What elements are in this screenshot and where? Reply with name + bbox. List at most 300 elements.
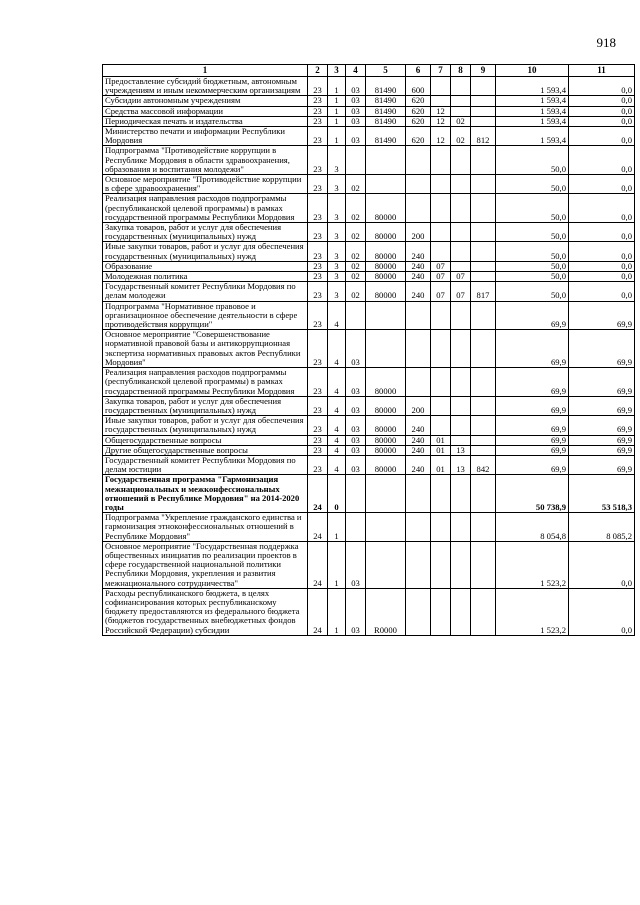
amount-cell-col10: 1 523,2 [496, 541, 569, 588]
row-name-cell: Основное мероприятие "Государственная поддержка общественных инициатив по реализации проектов в сфере государственной национальной политики Республики Мордовия, укрепления и развития межнационального сотрудничества" [103, 541, 308, 588]
code-cell-col7: 01 [431, 455, 451, 474]
amount-cell-col10: 50,0 [496, 146, 569, 175]
table-row [103, 77, 635, 96]
code-cell-col4: 03 [346, 396, 366, 415]
code-cell-col8 [451, 146, 471, 175]
amount-cell-col10: 50,0 [496, 175, 569, 194]
amount-cell-col11: 69,9 [569, 455, 635, 474]
row-name-cell: Другие общегосударственные вопросы [103, 445, 308, 455]
budget-table [102, 64, 635, 636]
code-cell-col5: 80000 [366, 435, 406, 445]
amount-cell-col11: 0,0 [569, 116, 635, 126]
code-cell-col2: 24 [308, 475, 328, 513]
amount-cell-col11: 69,9 [569, 368, 635, 397]
code-cell-col3: 1 [328, 77, 346, 96]
row-name-cell: Закупка товаров, работ и услуг для обеспечения государственных (муниципальных) нужд [103, 223, 308, 242]
code-cell-col7 [431, 588, 451, 635]
code-cell-col7: 07 [431, 282, 451, 301]
amount-cell-col10: 1 593,4 [496, 127, 569, 146]
amount-cell-col11: 0,0 [569, 194, 635, 223]
code-cell-col5 [366, 330, 406, 368]
row-name-cell: Государственный комитет Республики Мордовия по делам молодежи [103, 282, 308, 301]
code-cell-col7: 01 [431, 435, 451, 445]
code-cell-col7 [431, 146, 451, 175]
amount-cell-col10: 50,0 [496, 242, 569, 261]
code-cell-col5: 80000 [366, 455, 406, 474]
code-cell-col4 [346, 475, 366, 513]
page-number: 918 [596, 35, 616, 50]
amount-cell-col11: 0,0 [569, 77, 635, 96]
column-header-3: 3 [328, 65, 346, 77]
code-cell-col6: 240 [406, 455, 431, 474]
code-cell-col8 [451, 435, 471, 445]
amount-cell-col10: 8 054,8 [496, 513, 569, 542]
row-name-cell: Подпрограмма "Противодействие коррупции в Республике Мордовия в области здравоохранения, образования и воспитания молодежи" [103, 146, 308, 175]
code-cell-col3: 4 [328, 455, 346, 474]
code-cell-col5 [366, 513, 406, 542]
amount-cell-col11: 69,9 [569, 416, 635, 435]
column-header-5: 5 [366, 65, 406, 77]
row-name-cell: Иные закупки товаров, работ и услуг для обеспечения государственных (муниципальных) нужд [103, 416, 308, 435]
amount-cell-col10: 50,0 [496, 223, 569, 242]
table-body [103, 77, 635, 636]
code-cell-col8 [451, 223, 471, 242]
code-cell-col7 [431, 396, 451, 415]
code-cell-col8: 02 [451, 116, 471, 126]
table-row [103, 475, 635, 513]
code-cell-col8 [451, 106, 471, 116]
code-cell-col2: 23 [308, 455, 328, 474]
code-cell-col2: 24 [308, 513, 328, 542]
code-cell-col6: 200 [406, 223, 431, 242]
table-row [103, 301, 635, 330]
code-cell-col4: 02 [346, 272, 366, 282]
code-cell-col3: 3 [328, 175, 346, 194]
code-cell-col2: 23 [308, 96, 328, 106]
code-cell-col9 [471, 96, 496, 106]
table-row [103, 455, 635, 474]
column-header-8: 8 [451, 65, 471, 77]
amount-cell-col11: 69,9 [569, 435, 635, 445]
amount-cell-col11: 69,9 [569, 445, 635, 455]
amount-cell-col10: 50,0 [496, 194, 569, 223]
amount-cell-col10: 50 738,9 [496, 475, 569, 513]
code-cell-col4: 03 [346, 330, 366, 368]
code-cell-col5: 80000 [366, 242, 406, 261]
amount-cell-col10: 1 593,4 [496, 106, 569, 116]
code-cell-col2: 23 [308, 116, 328, 126]
code-cell-col3: 0 [328, 475, 346, 513]
code-cell-col4: 03 [346, 435, 366, 445]
table-row [103, 588, 635, 635]
code-cell-col2: 23 [308, 282, 328, 301]
code-cell-col3: 3 [328, 194, 346, 223]
code-cell-col6 [406, 588, 431, 635]
amount-cell-col10: 50,0 [496, 282, 569, 301]
amount-cell-col11: 0,0 [569, 541, 635, 588]
code-cell-col3: 1 [328, 106, 346, 116]
code-cell-col4: 03 [346, 588, 366, 635]
code-cell-col9 [471, 301, 496, 330]
amount-cell-col11: 0,0 [569, 223, 635, 242]
code-cell-col8 [451, 301, 471, 330]
code-cell-col3: 3 [328, 242, 346, 261]
code-cell-col4: 03 [346, 127, 366, 146]
amount-cell-col11: 8 085,2 [569, 513, 635, 542]
code-cell-col7: 01 [431, 445, 451, 455]
row-name-cell: Реализация направления расходов подпрограммы (республиканской целевой программы) в рамках государственной программы Республики Мордовия [103, 368, 308, 397]
code-cell-col3: 4 [328, 416, 346, 435]
code-cell-col4: 03 [346, 445, 366, 455]
row-name-cell: Подпрограмма "Нормативное правовое и организационное обеспечение деятельности в сфере противодействия коррупции" [103, 301, 308, 330]
code-cell-col7 [431, 194, 451, 223]
code-cell-col2: 23 [308, 175, 328, 194]
code-cell-col9 [471, 330, 496, 368]
code-cell-col8: 13 [451, 455, 471, 474]
code-cell-col7 [431, 96, 451, 106]
row-name-cell: Предоставление субсидий бюджетным, автономным учреждениям и иным некоммерческим организациям [103, 77, 308, 96]
code-cell-col7 [431, 242, 451, 261]
code-cell-col3: 4 [328, 445, 346, 455]
amount-cell-col11: 0,0 [569, 272, 635, 282]
code-cell-col4: 03 [346, 106, 366, 116]
code-cell-col2: 23 [308, 77, 328, 96]
code-cell-col2: 23 [308, 223, 328, 242]
code-cell-col6 [406, 513, 431, 542]
row-name-cell: Министерство печати и информации Республики Мордовия [103, 127, 308, 146]
code-cell-col5 [366, 175, 406, 194]
amount-cell-col11: 0,0 [569, 127, 635, 146]
table-row [103, 116, 635, 126]
code-cell-col8 [451, 242, 471, 261]
code-cell-col7: 07 [431, 261, 451, 271]
code-cell-col5 [366, 146, 406, 175]
code-cell-col5: 81490 [366, 127, 406, 146]
amount-cell-col10: 69,9 [496, 445, 569, 455]
code-cell-col4: 03 [346, 416, 366, 435]
code-cell-col9: 812 [471, 127, 496, 146]
code-cell-col6 [406, 194, 431, 223]
code-cell-col4: 02 [346, 282, 366, 301]
code-cell-col9 [471, 368, 496, 397]
code-cell-col6: 240 [406, 416, 431, 435]
table-row [103, 513, 635, 542]
code-cell-col6: 620 [406, 96, 431, 106]
code-cell-col3: 3 [328, 261, 346, 271]
amount-cell-col11: 0,0 [569, 146, 635, 175]
code-cell-col9 [471, 396, 496, 415]
code-cell-col9 [471, 475, 496, 513]
code-cell-col2: 23 [308, 368, 328, 397]
table-row [103, 541, 635, 588]
code-cell-col3: 3 [328, 272, 346, 282]
code-cell-col5 [366, 541, 406, 588]
row-name-cell: Государственный комитет Республики Мордовия по делам юстиции [103, 455, 308, 474]
code-cell-col4: 03 [346, 77, 366, 96]
code-cell-col4: 03 [346, 541, 366, 588]
amount-cell-col10: 69,9 [496, 396, 569, 415]
code-cell-col5: 80000 [366, 282, 406, 301]
code-cell-col7 [431, 475, 451, 513]
code-cell-col9 [471, 223, 496, 242]
code-cell-col6 [406, 301, 431, 330]
code-cell-col2: 23 [308, 106, 328, 116]
table-row [103, 445, 635, 455]
amount-cell-col10: 1 593,4 [496, 96, 569, 106]
code-cell-col5: 81490 [366, 116, 406, 126]
code-cell-col3: 1 [328, 96, 346, 106]
code-cell-col3: 4 [328, 396, 346, 415]
amount-cell-col10: 1 593,4 [496, 77, 569, 96]
amount-cell-col11: 0,0 [569, 261, 635, 271]
amount-cell-col10: 69,9 [496, 330, 569, 368]
code-cell-col4: 02 [346, 175, 366, 194]
code-cell-col9 [471, 541, 496, 588]
code-cell-col7 [431, 416, 451, 435]
code-cell-col2: 23 [308, 396, 328, 415]
amount-cell-col10: 1 593,4 [496, 116, 569, 126]
header-row [103, 65, 635, 77]
code-cell-col3: 1 [328, 513, 346, 542]
code-cell-col7 [431, 223, 451, 242]
code-cell-col7 [431, 301, 451, 330]
row-name-cell: Реализация направления расходов подпрограммы (республиканской целевой программы) в рамках государственной программы Республики Мордовия [103, 194, 308, 223]
code-cell-col5: 80000 [366, 396, 406, 415]
code-cell-col9 [471, 513, 496, 542]
code-cell-col6 [406, 368, 431, 397]
amount-cell-col10: 69,9 [496, 416, 569, 435]
code-cell-col6 [406, 475, 431, 513]
amount-cell-col11: 0,0 [569, 282, 635, 301]
code-cell-col3: 1 [328, 127, 346, 146]
code-cell-col5: 80000 [366, 416, 406, 435]
code-cell-col9 [471, 175, 496, 194]
amount-cell-col11: 53 518,3 [569, 475, 635, 513]
code-cell-col5: 80000 [366, 368, 406, 397]
code-cell-col6: 240 [406, 282, 431, 301]
amount-cell-col10: 69,9 [496, 435, 569, 445]
code-cell-col5: 80000 [366, 223, 406, 242]
code-cell-col4: 03 [346, 455, 366, 474]
code-cell-col4 [346, 513, 366, 542]
table-row [103, 396, 635, 415]
code-cell-col9 [471, 106, 496, 116]
code-cell-col6: 600 [406, 77, 431, 96]
amount-cell-col10: 69,9 [496, 455, 569, 474]
row-name-cell: Средства массовой информации [103, 106, 308, 116]
code-cell-col6: 240 [406, 272, 431, 282]
table-row [103, 416, 635, 435]
row-name-cell: Государственная программа "Гармонизация межнациональных и межконфессиональных отношений в Республике Мордовия" на 2014-2020 годы [103, 475, 308, 513]
code-cell-col8: 02 [451, 127, 471, 146]
row-name-cell: Молодежная политика [103, 272, 308, 282]
table-row [103, 242, 635, 261]
code-cell-col5: 80000 [366, 261, 406, 271]
column-header-7: 7 [431, 65, 451, 77]
code-cell-col4: 02 [346, 242, 366, 261]
column-header-9: 9 [471, 65, 496, 77]
code-cell-col7 [431, 368, 451, 397]
table-row [103, 106, 635, 116]
row-name-cell: Закупка товаров, работ и услуг для обеспечения государственных (муниципальных) нужд [103, 396, 308, 415]
code-cell-col2: 23 [308, 301, 328, 330]
row-name-cell: Периодическая печать и издательства [103, 116, 308, 126]
code-cell-col7: 07 [431, 272, 451, 282]
code-cell-col2: 23 [308, 242, 328, 261]
column-header-6: 6 [406, 65, 431, 77]
code-cell-col9 [471, 435, 496, 445]
code-cell-col9 [471, 272, 496, 282]
code-cell-col5 [366, 475, 406, 513]
code-cell-col7 [431, 541, 451, 588]
row-name-cell: Общегосударственные вопросы [103, 435, 308, 445]
table-row [103, 368, 635, 397]
code-cell-col2: 23 [308, 261, 328, 271]
code-cell-col2: 23 [308, 435, 328, 445]
code-cell-col4: 03 [346, 368, 366, 397]
code-cell-col8: 07 [451, 272, 471, 282]
code-cell-col9 [471, 77, 496, 96]
code-cell-col2: 23 [308, 416, 328, 435]
code-cell-col4: 02 [346, 223, 366, 242]
column-header-10: 10 [496, 65, 569, 77]
code-cell-col7: 12 [431, 116, 451, 126]
code-cell-col5: R0000 [366, 588, 406, 635]
amount-cell-col10: 69,9 [496, 368, 569, 397]
code-cell-col2: 24 [308, 588, 328, 635]
code-cell-col6 [406, 541, 431, 588]
row-name-cell: Подпрограмма "Укрепление гражданского единства и гармонизация этноконфессиональных отношений в Республике Мордовия" [103, 513, 308, 542]
code-cell-col3: 3 [328, 223, 346, 242]
row-name-cell: Иные закупки товаров, работ и услуг для обеспечения государственных (муниципальных) нужд [103, 242, 308, 261]
row-name-cell: Основное мероприятие "Противодействие коррупции в сфере здравоохранения" [103, 175, 308, 194]
code-cell-col4: 02 [346, 261, 366, 271]
code-cell-col8 [451, 541, 471, 588]
code-cell-col7 [431, 513, 451, 542]
code-cell-col6 [406, 146, 431, 175]
table-row [103, 272, 635, 282]
code-cell-col3: 1 [328, 116, 346, 126]
code-cell-col3: 4 [328, 330, 346, 368]
code-cell-col6: 240 [406, 445, 431, 455]
amount-cell-col11: 69,9 [569, 396, 635, 415]
code-cell-col7: 12 [431, 127, 451, 146]
table-row [103, 146, 635, 175]
column-header-2: 2 [308, 65, 328, 77]
code-cell-col9 [471, 146, 496, 175]
code-cell-col2: 23 [308, 146, 328, 175]
table-row [103, 96, 635, 106]
code-cell-col8 [451, 330, 471, 368]
code-cell-col6: 240 [406, 435, 431, 445]
column-header-1: 1 [103, 65, 308, 77]
code-cell-col9 [471, 242, 496, 261]
code-cell-col7 [431, 77, 451, 96]
amount-cell-col10: 1 523,2 [496, 588, 569, 635]
code-cell-col5: 80000 [366, 272, 406, 282]
code-cell-col6: 620 [406, 106, 431, 116]
amount-cell-col11: 0,0 [569, 588, 635, 635]
code-cell-col4: 02 [346, 194, 366, 223]
code-cell-col9 [471, 445, 496, 455]
code-cell-col7 [431, 330, 451, 368]
code-cell-col4 [346, 146, 366, 175]
code-cell-col8 [451, 396, 471, 415]
code-cell-col9: 817 [471, 282, 496, 301]
code-cell-col6: 200 [406, 396, 431, 415]
code-cell-col8 [451, 96, 471, 106]
amount-cell-col11: 69,9 [569, 330, 635, 368]
code-cell-col6 [406, 175, 431, 194]
code-cell-col6 [406, 330, 431, 368]
amount-cell-col11: 69,9 [569, 301, 635, 330]
row-name-cell: Расходы республиканского бюджета, в целях софинансирования которых республиканскому бюджету предоставляются из федерального бюджета (бюджетов государственных внебюджетных фондов Российской Федерации) субсидии [103, 588, 308, 635]
code-cell-col2: 23 [308, 330, 328, 368]
code-cell-col5: 81490 [366, 106, 406, 116]
code-cell-col2: 23 [308, 194, 328, 223]
code-cell-col4: 03 [346, 116, 366, 126]
code-cell-col2: 24 [308, 541, 328, 588]
column-header-11: 11 [569, 65, 635, 77]
code-cell-col3: 1 [328, 541, 346, 588]
code-cell-col2: 23 [308, 127, 328, 146]
column-header-4: 4 [346, 65, 366, 77]
row-name-cell: Субсидии автономным учреждениям [103, 96, 308, 106]
amount-cell-col10: 50,0 [496, 272, 569, 282]
code-cell-col8: 13 [451, 445, 471, 455]
table-row [103, 194, 635, 223]
code-cell-col8 [451, 588, 471, 635]
code-cell-col9 [471, 116, 496, 126]
code-cell-col3: 3 [328, 282, 346, 301]
amount-cell-col11: 0,0 [569, 96, 635, 106]
code-cell-col7 [431, 175, 451, 194]
amount-cell-col10: 69,9 [496, 301, 569, 330]
code-cell-col6: 240 [406, 242, 431, 261]
code-cell-col5 [366, 301, 406, 330]
table-row [103, 330, 635, 368]
code-cell-col9 [471, 194, 496, 223]
row-name-cell: Образование [103, 261, 308, 271]
code-cell-col8 [451, 77, 471, 96]
table-row [103, 261, 635, 271]
code-cell-col3: 1 [328, 588, 346, 635]
code-cell-col5: 80000 [366, 445, 406, 455]
code-cell-col8 [451, 475, 471, 513]
code-cell-col4 [346, 301, 366, 330]
code-cell-col8 [451, 194, 471, 223]
code-cell-col6: 620 [406, 127, 431, 146]
code-cell-col5: 81490 [366, 96, 406, 106]
code-cell-col5: 81490 [366, 77, 406, 96]
code-cell-col3: 4 [328, 301, 346, 330]
code-cell-col2: 23 [308, 272, 328, 282]
table-row [103, 175, 635, 194]
amount-cell-col11: 0,0 [569, 106, 635, 116]
table-row [103, 282, 635, 301]
code-cell-col9: 842 [471, 455, 496, 474]
code-cell-col4: 03 [346, 96, 366, 106]
code-cell-col3: 4 [328, 368, 346, 397]
row-name-cell: Основное мероприятие "Совершенствование нормативной правовой базы и антикоррупционная экспертиза нормативных правовых актов Республики Мордовия" [103, 330, 308, 368]
code-cell-col8 [451, 261, 471, 271]
code-cell-col3: 3 [328, 146, 346, 175]
code-cell-col9 [471, 588, 496, 635]
code-cell-col3: 4 [328, 435, 346, 445]
code-cell-col9 [471, 416, 496, 435]
amount-cell-col11: 0,0 [569, 175, 635, 194]
amount-cell-col11: 0,0 [569, 242, 635, 261]
